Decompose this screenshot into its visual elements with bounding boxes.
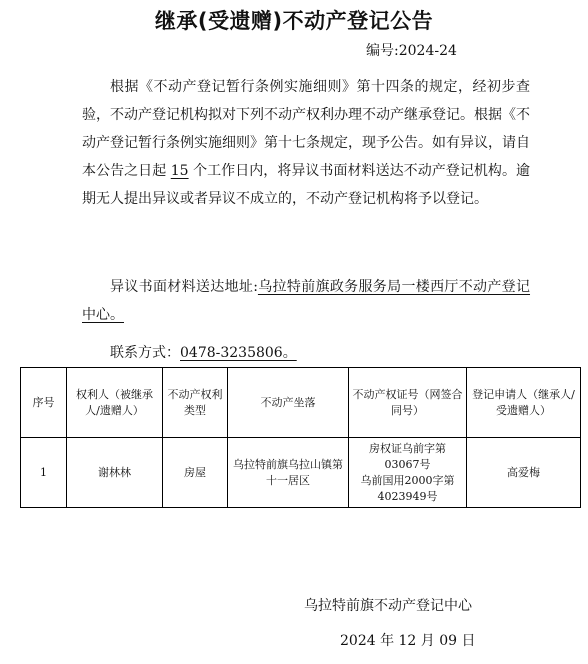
document-number: 编号:2024-24: [366, 43, 457, 59]
address-value: 乌拉特前旗政务服务局一楼西厅不动产登记中心。: [82, 279, 531, 323]
page-title: 继承(受遗赠)不动产登记公告: [154, 9, 434, 33]
cert-line-1: 房权证乌前字第03067号: [369, 441, 446, 471]
cert-line-2: 乌前国用2000字第4023949号: [360, 473, 455, 503]
registration-table: [20, 367, 581, 508]
contact-paragraph: [82, 339, 530, 367]
paragraph-text-tail: 个工作日内，将异议书面材料送达不动产登记机构。逾期无人提出异议或者异议不成立的，不动产登记机构将予以登记。: [82, 163, 531, 207]
notice-paragraph: [82, 73, 530, 213]
address-label: 异议书面材料送达地址:: [110, 279, 258, 295]
header-holder: 权利人（被继承人/遗赠人）: [67, 368, 163, 438]
cell-type: 房屋: [163, 438, 228, 508]
header-applicant: 登记申请人（继承人/受遗赠人）: [467, 368, 581, 438]
header-cert: 不动产权证号（网签合同号）: [349, 368, 467, 438]
objection-days: 15: [170, 163, 189, 179]
cell-location: 乌拉特前旗乌拉山镇第十一居区: [228, 438, 349, 508]
header-location: 不动产坐落: [228, 368, 349, 438]
table-header-row: [21, 368, 581, 438]
table-row: [21, 438, 581, 508]
cell-cert: [349, 438, 467, 508]
contact-value: 0478-3235806。: [180, 345, 297, 361]
address-paragraph: [82, 273, 530, 329]
issuer-name: 乌拉特前旗不动产登记中心: [304, 598, 472, 614]
cell-applicant: 高爱梅: [467, 438, 581, 508]
contact-label: 联系方式：: [110, 345, 180, 361]
header-seq: 序号: [21, 368, 67, 438]
cell-holder: 谢林林: [67, 438, 163, 508]
header-type: 不动产权利类型: [163, 368, 228, 438]
cell-seq: 1: [21, 438, 67, 508]
paragraph-text: 根据《不动产登记暂行条例实施细则》第十四条的规定，经初步查验，不动产登记机构拟对下列不动产权利办理不动产继承登记。根据《不动产登记暂行条例实施细则》第十七条规定，现予公告。如有异议，请自本公告之日起: [82, 79, 530, 179]
issue-date: 2024 年 12 月 09 日: [340, 633, 476, 649]
